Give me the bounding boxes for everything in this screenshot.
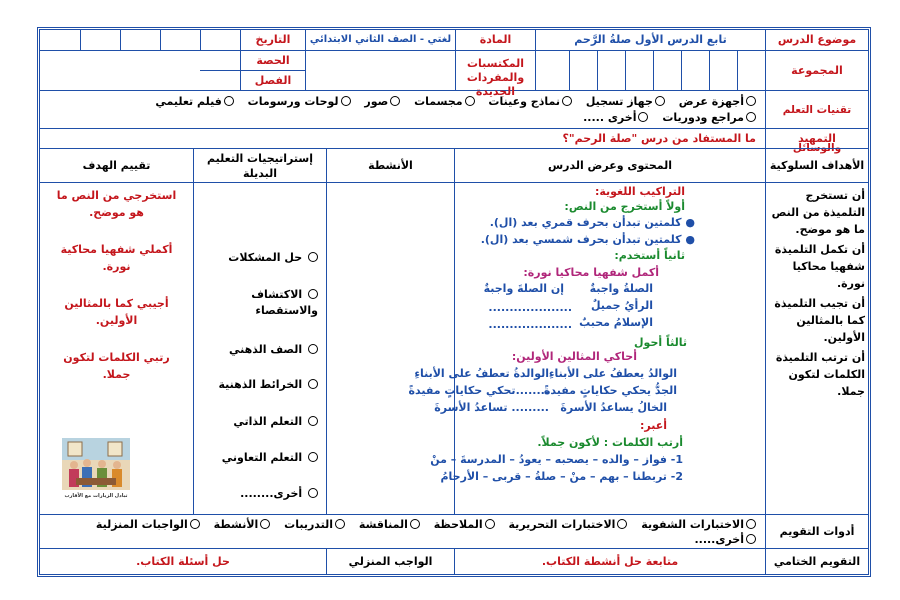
evaluation-option[interactable]: أخرى..... (694, 532, 756, 547)
content-bullet-1: ● كلمتين تبدأن بحرف قمري بعد (ال). (489, 216, 695, 229)
radio-icon (190, 519, 200, 529)
pair-a: الرأيُ جميلٌ (590, 299, 653, 312)
content-express: أعبر: (639, 419, 667, 432)
tool-option[interactable]: فيلم تعليمي (155, 94, 233, 109)
tool-option[interactable]: صور (364, 94, 400, 109)
content-first: أولاً أستخرج من النص: (564, 200, 685, 213)
final-label: التقويم الختامي (765, 549, 868, 574)
tool-option[interactable]: مجسمات (414, 94, 475, 109)
assessment-item: أجيبي كما بالمثالين الأولين. (64, 297, 169, 327)
content-third-b: أحاكي المثالين الأولين: (511, 350, 637, 363)
strategies-column (193, 183, 326, 514)
assessment-header: تقييم الهدف (82, 159, 151, 172)
radio-icon (308, 252, 318, 262)
date-box[interactable] (80, 30, 120, 50)
group-box[interactable] (597, 51, 625, 90)
sentence-a: الوالدُ يعطفُ على الأبناءِ (548, 367, 677, 380)
evaluation-option[interactable]: الواجبات المنزلية (96, 517, 200, 532)
lesson-plan (37, 27, 871, 577)
header-row-2 (40, 51, 868, 98)
intro-label: التمهيد (765, 129, 868, 148)
tool-option[interactable]: نماذج وعينات (488, 94, 572, 109)
evaluation-option[interactable]: الملاحظة (434, 517, 495, 532)
final-row (40, 549, 868, 574)
radio-icon (224, 96, 234, 106)
tools-options-row2 (56, 110, 756, 125)
tool-option[interactable]: أجهزة عرض (679, 94, 756, 109)
sentence-b: ........تحكي حكاياتٍ مفيدةً (408, 384, 549, 397)
sentence-a: الخالُ يساعدُ الأسرةَ (560, 401, 667, 414)
period-class-labels (240, 51, 305, 90)
objective-item: أن تكمل التلميذة شفهيا محاكيا نورة. (774, 243, 865, 290)
content-second: ثانياً أستخدم: (614, 249, 685, 262)
radio-icon (390, 96, 400, 106)
strategy-option[interactable]: الصف الذهني (229, 343, 318, 356)
date-box[interactable] (160, 30, 200, 50)
tool-option[interactable]: لوحات ورسومات (248, 94, 351, 109)
topic-label: موضوع الدرس (765, 30, 868, 50)
radio-icon (655, 96, 665, 106)
radio-icon (485, 519, 495, 529)
date-box[interactable] (200, 30, 240, 50)
group-box[interactable] (653, 51, 681, 90)
tool-option[interactable]: أخرى ..... (583, 110, 648, 125)
pair-a: الإسلامُ محببٌ (579, 316, 653, 329)
evaluation-option[interactable]: المناقشة (359, 517, 420, 532)
period-label: الحصة (241, 51, 305, 71)
group-box[interactable] (569, 51, 597, 90)
radio-icon (410, 519, 420, 529)
assessment-item: أكملي شفهيا محاكية نورة. (60, 243, 173, 273)
vocab-value[interactable] (305, 51, 455, 90)
strategy-option[interactable]: التعلم التعاوني (222, 451, 318, 464)
strategy-option[interactable]: أخرى........ (240, 487, 318, 500)
evaluation-options-row2 (46, 532, 756, 547)
content-column (408, 183, 765, 514)
intro-question: ما المستفاد من درس "صلة الرحم"؟ (562, 132, 756, 145)
intro-row (40, 129, 868, 149)
sentence-a: الجدُّ يحكي حكاياتٍ مفيدةً (543, 384, 677, 397)
strategy-option[interactable]: الخرائط الذهنية (218, 378, 318, 391)
assessment-item: رتبي الكلمات لتكون جملا. (63, 351, 170, 381)
vocab-label: المكتسبات والمفردات الجديدة (455, 51, 535, 90)
subject-label: المادة (455, 30, 535, 50)
radio-icon (308, 379, 318, 389)
date-label: التاريخ (240, 30, 305, 50)
pair-b: .................... (488, 301, 572, 314)
radio-icon (308, 452, 318, 462)
content-title: التراكيب اللغوية: (594, 185, 685, 198)
objective-item: أن ترتب التلميذة الكلمات لتكون جملا. (775, 351, 865, 398)
sentence-b: ......... تساعدُ الأسرةَ (434, 401, 549, 414)
homework-value: حل أسئلة الكتاب. (136, 555, 230, 568)
radio-icon (638, 112, 648, 122)
radio-icon (341, 96, 351, 106)
content-complete: أكمل شفهيا محاكيا نورة: (523, 266, 659, 279)
radio-icon (308, 344, 318, 354)
strategy-option[interactable]: الاكتشاف والاستقصاء (251, 288, 318, 317)
period-box[interactable] (200, 51, 240, 90)
tool-option[interactable]: جهاز تسجيل (586, 94, 665, 109)
objective-item: أن تستخرج التلميذة من النص ما هو موضح. (771, 189, 865, 236)
activities-header: الأنشطة (326, 149, 454, 182)
arrange-1: 1- فواز – والده – يصحبه – يعودُ – المدرسةَ – منْ (430, 453, 683, 466)
class-label: الفصل (254, 74, 292, 87)
illustration-caption: تبادل الزيارات مع الأقارب (64, 493, 128, 499)
radio-icon (617, 519, 627, 529)
assessment-item: استخرجي من النص ما هو موضح. (56, 189, 177, 219)
group-box[interactable] (681, 51, 709, 90)
pair-b: إن الصلةَ واجبةٌ (483, 282, 564, 295)
tools-label: تقنيات التعلم والوسائل (765, 91, 868, 128)
radio-icon (746, 112, 756, 122)
pair-a: الصلةُ واجبةٌ (589, 282, 653, 295)
radio-icon (746, 96, 756, 106)
columns-header (40, 149, 868, 183)
radio-icon (465, 96, 475, 106)
family-visit-illustration (62, 438, 130, 500)
topic-value: تابع الدرس الأول صلةُ الرَّحم (535, 30, 765, 50)
evaluation-label: أدوات التقويم (765, 515, 868, 548)
group-label: المجموعة (765, 51, 868, 90)
radio-icon (308, 416, 318, 426)
objectives-column (765, 183, 868, 514)
objective-item: أن تجيب التلميذة كما بالمثالين الأولين. (774, 297, 865, 344)
objectives-header: الأهداف السلوكية (765, 149, 868, 182)
homework-label: الواجب المنزلي (326, 549, 454, 574)
radio-icon (308, 289, 318, 299)
pair-b: .................... (488, 318, 572, 331)
group-box[interactable] (737, 51, 765, 90)
group-box[interactable] (535, 51, 569, 90)
sentence-b: الوالدةُ تعطفُ على الأبناءِ (414, 367, 549, 380)
strategies-header: إستراتيجيات التعليم البديلة (193, 149, 326, 182)
group-box[interactable] (709, 51, 737, 90)
group-box[interactable] (625, 51, 653, 90)
header-row-1 (40, 30, 868, 51)
radio-icon (746, 534, 756, 544)
evaluation-option[interactable]: الاختبارات الشفوية (641, 517, 756, 532)
activities-column[interactable] (326, 183, 454, 514)
lesson-body (40, 183, 868, 515)
content-third-a: ثالثاً أحول (634, 336, 687, 349)
assessment-column (40, 183, 193, 514)
content-header: المحتوى وعرض الدرس (454, 149, 765, 182)
radio-icon (746, 519, 756, 529)
evaluation-row (40, 515, 868, 549)
subject-value: لغتي - الصف الثاني الابتدائي (305, 30, 455, 50)
tool-option[interactable]: مراجع ودوريات (662, 110, 756, 125)
content-arrange: أرتب الكلمات : لأكون جملاً. (537, 436, 683, 449)
date-box[interactable] (120, 30, 160, 50)
evaluation-option[interactable]: الأنشطة (214, 517, 271, 532)
final-value: متابعة حل أنشطة الكتاب. (454, 549, 765, 574)
arrange-2: 2- تربطنا – بهم – منْ – صلةُ – قربى – الأرحامُ (440, 470, 683, 483)
content-bullet-2: ● كلمتين تبدأن بحرف شمسي بعد (ال). (480, 233, 695, 246)
radio-icon (335, 519, 345, 529)
radio-icon (562, 96, 572, 106)
evaluation-options-row1 (46, 517, 756, 532)
radio-icon (308, 488, 318, 498)
strategy-option[interactable]: التعلم الذاتي (233, 415, 318, 428)
evaluation-option[interactable]: التدريبات (284, 517, 345, 532)
radio-icon (260, 519, 270, 529)
strategy-option[interactable]: حل المشكلات (228, 251, 318, 264)
tools-options-row1 (56, 94, 756, 109)
evaluation-option[interactable]: الاختبارات التحريرية (509, 517, 628, 532)
